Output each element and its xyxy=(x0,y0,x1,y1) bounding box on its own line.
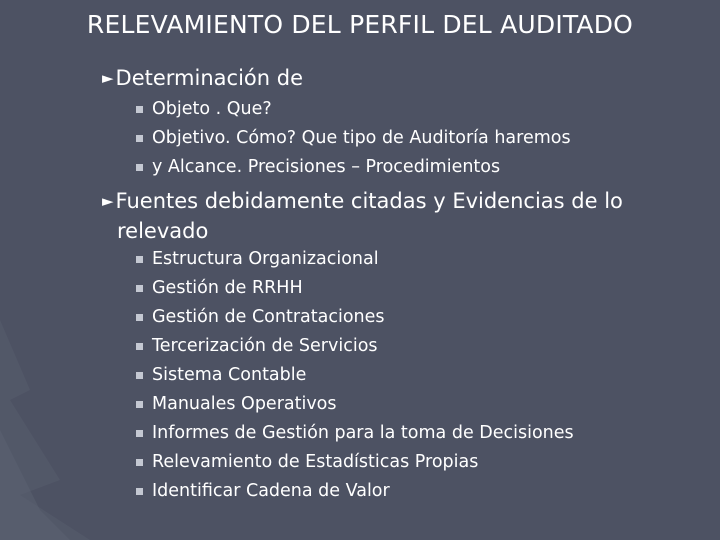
fuentes-list xyxy=(136,245,574,506)
slide-title: RELEVAMIENTO DEL PERFIL DEL AUDITADO xyxy=(86,10,634,39)
list-item-text: Sistema Contable xyxy=(152,365,307,385)
square-bullet-icon xyxy=(136,488,143,495)
section-heading-text: Determinación de xyxy=(115,66,303,90)
list-item xyxy=(136,361,574,390)
list-item-text: Objeto . Que? xyxy=(152,99,272,119)
list-item-text: y Alcance. Precisiones – Procedimientos xyxy=(152,157,501,177)
list-item xyxy=(136,477,574,506)
list-item-text: Estructura Organizacional xyxy=(152,249,379,269)
section-heading-determinacion xyxy=(102,64,303,94)
triangle-bullet-icon: ► xyxy=(102,69,114,87)
list-item xyxy=(136,303,574,332)
list-item xyxy=(136,390,574,419)
square-bullet-icon xyxy=(136,372,143,379)
list-item-text: Identificar Cadena de Valor xyxy=(152,481,390,501)
section-heading-fuentes xyxy=(102,187,662,245)
list-item-text: Informes de Gestión para la toma de Decisiones xyxy=(152,423,574,443)
list-item xyxy=(136,95,571,124)
list-item xyxy=(136,274,574,303)
list-item xyxy=(136,124,571,153)
list-item xyxy=(136,448,574,477)
section-heading-continuation: relevado xyxy=(117,219,209,243)
decorative-corner-graphic xyxy=(0,280,140,540)
list-item xyxy=(136,245,574,274)
determinacion-list xyxy=(136,95,571,182)
square-bullet-icon xyxy=(136,401,143,408)
list-item-text: Manuales Operativos xyxy=(152,394,337,414)
triangle-bullet-icon: ► xyxy=(102,192,114,210)
list-item-text: Tercerización de Servicios xyxy=(152,336,378,356)
square-bullet-icon xyxy=(136,430,143,437)
square-bullet-icon xyxy=(136,256,143,263)
list-item xyxy=(136,332,574,361)
square-bullet-icon xyxy=(136,106,143,113)
square-bullet-icon xyxy=(136,459,143,466)
list-item-text: Gestión de Contrataciones xyxy=(152,307,385,327)
square-bullet-icon xyxy=(136,314,143,321)
list-item-text: Relevamiento de Estadísticas Propias xyxy=(152,452,479,472)
list-item-text: Objetivo. Cómo? Que tipo de Auditoría haremos xyxy=(152,128,571,148)
square-bullet-icon xyxy=(136,135,143,142)
list-item-text: Gestión de RRHH xyxy=(152,278,303,298)
square-bullet-icon xyxy=(136,343,143,350)
square-bullet-icon xyxy=(136,285,143,292)
list-item xyxy=(136,419,574,448)
square-bullet-icon xyxy=(136,164,143,171)
section-heading-text: Fuentes debidamente citadas y Evidencias de lo xyxy=(115,189,623,213)
list-item xyxy=(136,153,571,182)
